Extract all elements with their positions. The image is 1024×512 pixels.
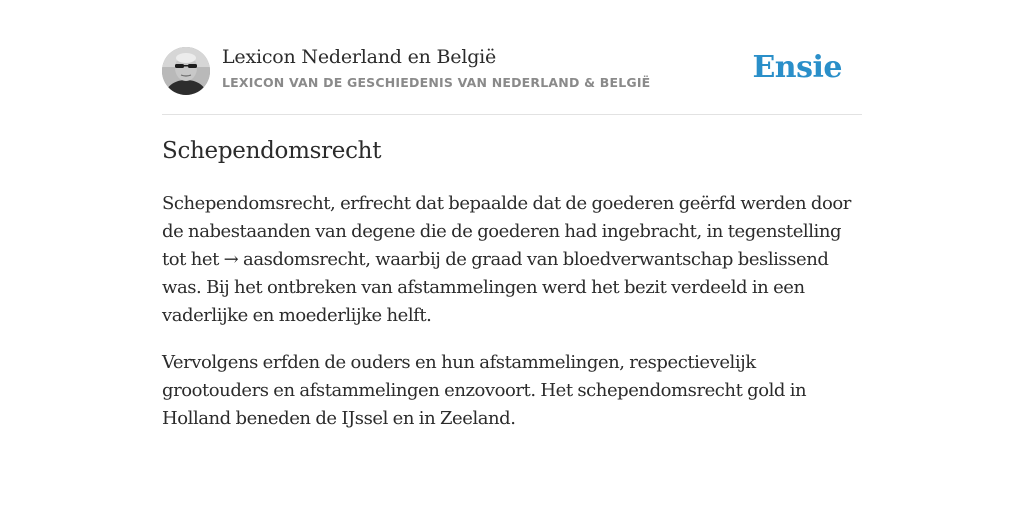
- ensie-logo[interactable]: Ensie: [752, 50, 842, 85]
- article-paragraph: Vervolgens erfden de ouders en hun afstammelingen, respectievelijk grootouders en afstammelingen enzovoort. Het schependomsrecht gold in Holland beneden de IJssel en in Zeeland.: [162, 352, 807, 429]
- source-subtitle[interactable]: LEXICON VAN DE GESCHIEDENIS VAN NEDERLAND & BELGIË: [222, 75, 651, 90]
- article-body: [162, 190, 866, 452]
- paragraph1-text-end: , waarbij de graad van bloedverwantschap beslissend was. Bij het ontbreken van afstammelingen werd het bezit verdeeld in een vaderlijke en moederlijke helft.: [162, 249, 829, 326]
- source-header: [162, 44, 862, 115]
- article-title: Schependomsrecht: [162, 138, 382, 164]
- article-paragraph: [162, 190, 866, 330]
- paragraph1-text-start: Schependomsrecht, erfrecht dat bepaalde dat de goederen geërfd werden door de nabestaanden van degene die de goederen had ingebracht, in tegenstelling tot het: [162, 193, 851, 270]
- author-avatar[interactable]: [162, 47, 210, 95]
- source-title[interactable]: Lexicon Nederland en België: [222, 46, 497, 68]
- cross-reference-link-aasdomsrecht[interactable]: → aasdomsrecht: [223, 249, 366, 270]
- avatar-portrait-icon: [162, 47, 210, 95]
